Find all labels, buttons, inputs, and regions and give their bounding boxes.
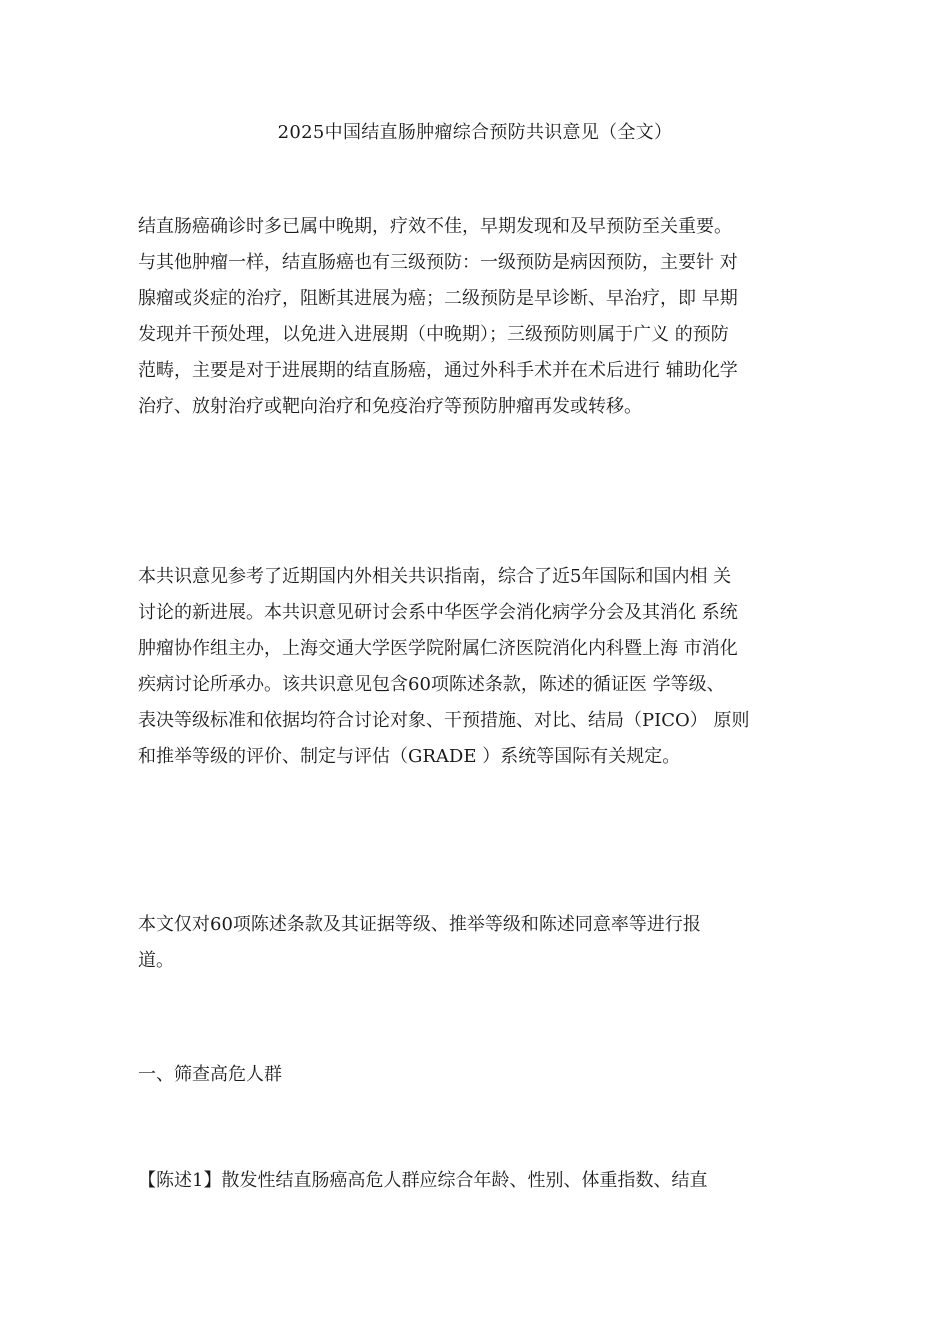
paragraph-line: 讨论的新进展。本共识意见研讨会系中华医学会消化病学分会及其消化 系统 [138, 602, 738, 623]
paragraph-line: 表决等级标准和依据均符合讨论对象、干预措施、对比、结局（PICO） 原则 [138, 710, 750, 731]
paragraph-scope [138, 907, 818, 979]
paragraph-line: 肿瘤协作组主办，上海交通大学医学院附属仁济医院消化内科暨上海 市消化 [138, 638, 738, 659]
paragraph-line: 结直肠癌确诊时多已属中晚期，疗效不佳，早期发现和及早预防至关重要。 [138, 216, 732, 237]
section-heading [138, 1057, 818, 1093]
paragraph-line: 本文仅对60项陈述条款及其证据等级、推举等级和陈述同意率等进行报 [138, 914, 701, 935]
paragraph-line: 与其他肿瘤一样，结直肠癌也有三级预防：一级预防是病因预防，主要针 对 [138, 252, 738, 273]
paragraph-line: 范畴，主要是对于进展期的结直肠癌，通过外科手术并在术后进行 辅助化学 [138, 360, 738, 381]
paragraph-line: 发现并干预处理，以免进入进展期（中晚期）；三级预防则属于广义 的预防 [138, 324, 729, 345]
paragraph-line: 腺瘤或炎症的治疗，阻断其进展为癌；二级预防是早诊断、早治疗，即 早期 [138, 288, 738, 309]
section-heading-text: 一、筛查高危人群 [138, 1064, 282, 1085]
paragraph-intro [138, 209, 818, 425]
paragraph-line: 本共识意见参考了近期国内外相关共识指南，综合了近5年国际和国内相 关 [138, 566, 732, 587]
paragraph-background [138, 559, 818, 775]
paragraph-line: 疾病讨论所承办。该共识意见包含60项陈述条款，陈述的循证医 学等级、 [138, 674, 725, 695]
statement-paragraph [138, 1163, 818, 1199]
paragraph-line: 和推举等级的评价、制定与评估（GRADE ）系统等国际有关规定。 [138, 746, 681, 767]
paragraph-line: 道。 [138, 950, 174, 971]
document-title: 2025中国结直肠肿瘤综合预防共识意见（全文） [277, 122, 673, 143]
paragraph-line: 治疗、放射治疗或靶向治疗和免疫治疗等预防肿瘤再发或转移。 [138, 396, 642, 417]
statement-line: 【陈述1】散发性结直肠癌高危人群应综合年龄、性别、体重指数、结直 [138, 1170, 708, 1191]
